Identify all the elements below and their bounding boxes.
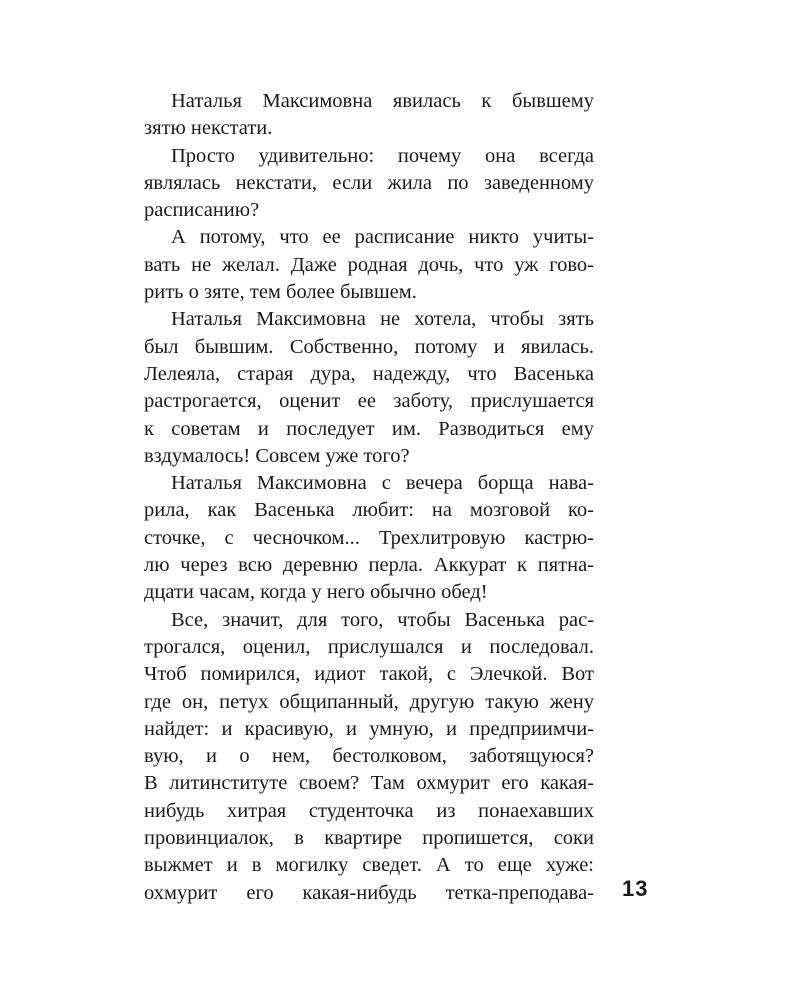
text-line: Лелеяла, старая дура, надежду, что Васенька xyxy=(144,362,594,385)
text-line: А потому, что ее расписание никто учиты- xyxy=(171,226,594,249)
text-line: трогался, оценил, прислушался и последовал. xyxy=(144,635,594,658)
text-line: Наталья Максимовна с вечера борща нава- xyxy=(171,472,594,495)
text-line: являлась некстати, если жила по заведенному xyxy=(144,171,594,194)
text-line: охмурит его какая-нибудь тетка-преподава- xyxy=(144,881,594,904)
text-line: рила, как Васенька любит: на мозговой ко- xyxy=(144,499,594,522)
text-line: был бывшим. Собственно, потому и явилась. xyxy=(144,335,594,358)
text-line: провинциалок, в квартире пропишется, соки xyxy=(144,827,594,850)
text-line: дцати часам, когда у него обычно обед! xyxy=(144,581,488,604)
text-line: Все, значит, для того, чтобы Васенька рас- xyxy=(171,608,594,631)
text-line: где он, петух общипанный, другую такую жену xyxy=(144,690,594,713)
text-line: В литинституте своем? Там охмурит его какая- xyxy=(144,772,594,795)
text-line: найдет: и красивую, и умную, и предприимчи- xyxy=(144,717,594,740)
text-line: Просто удивительно: почему она всегда xyxy=(171,144,594,167)
text-line: растрогается, оценит ее заботу, прислушается xyxy=(144,390,594,413)
text-line: Наталья Максимовна явилась к бывшему xyxy=(171,90,594,112)
text-line: выжмет и в могилку сведет. А то еще хуже: xyxy=(144,854,594,877)
text-line: Наталья Максимовна не хотела, чтобы зять xyxy=(171,308,594,331)
text-line: вздумалось! Совсем уже того? xyxy=(144,444,410,467)
text-line: нибудь хитрая студенточка из понаехавших xyxy=(144,799,594,822)
text-line: вую, и о нем, бестолковом, заботящуюся? xyxy=(144,745,594,768)
text-line: вать не желал. Даже родная дочь, что уж гово- xyxy=(144,253,594,276)
text-line: лю через всю деревню перла. Аккурат к пятна- xyxy=(144,554,594,577)
text-line: расписанию? xyxy=(144,199,260,222)
book-page-text xyxy=(144,88,594,907)
text-line: рить о зяте, тем более бывшем. xyxy=(144,281,417,304)
text-line: сточке, с чесночком... Трехлитровую кастрю- xyxy=(144,526,594,549)
page-number: 13 xyxy=(622,876,649,901)
text-line: Чтоб помирился, идиот такой, с Элечкой. Вот xyxy=(144,663,594,686)
text-line: зятю некстати. xyxy=(144,117,273,140)
text-line: к советам и последует им. Разводиться ему xyxy=(144,417,594,440)
